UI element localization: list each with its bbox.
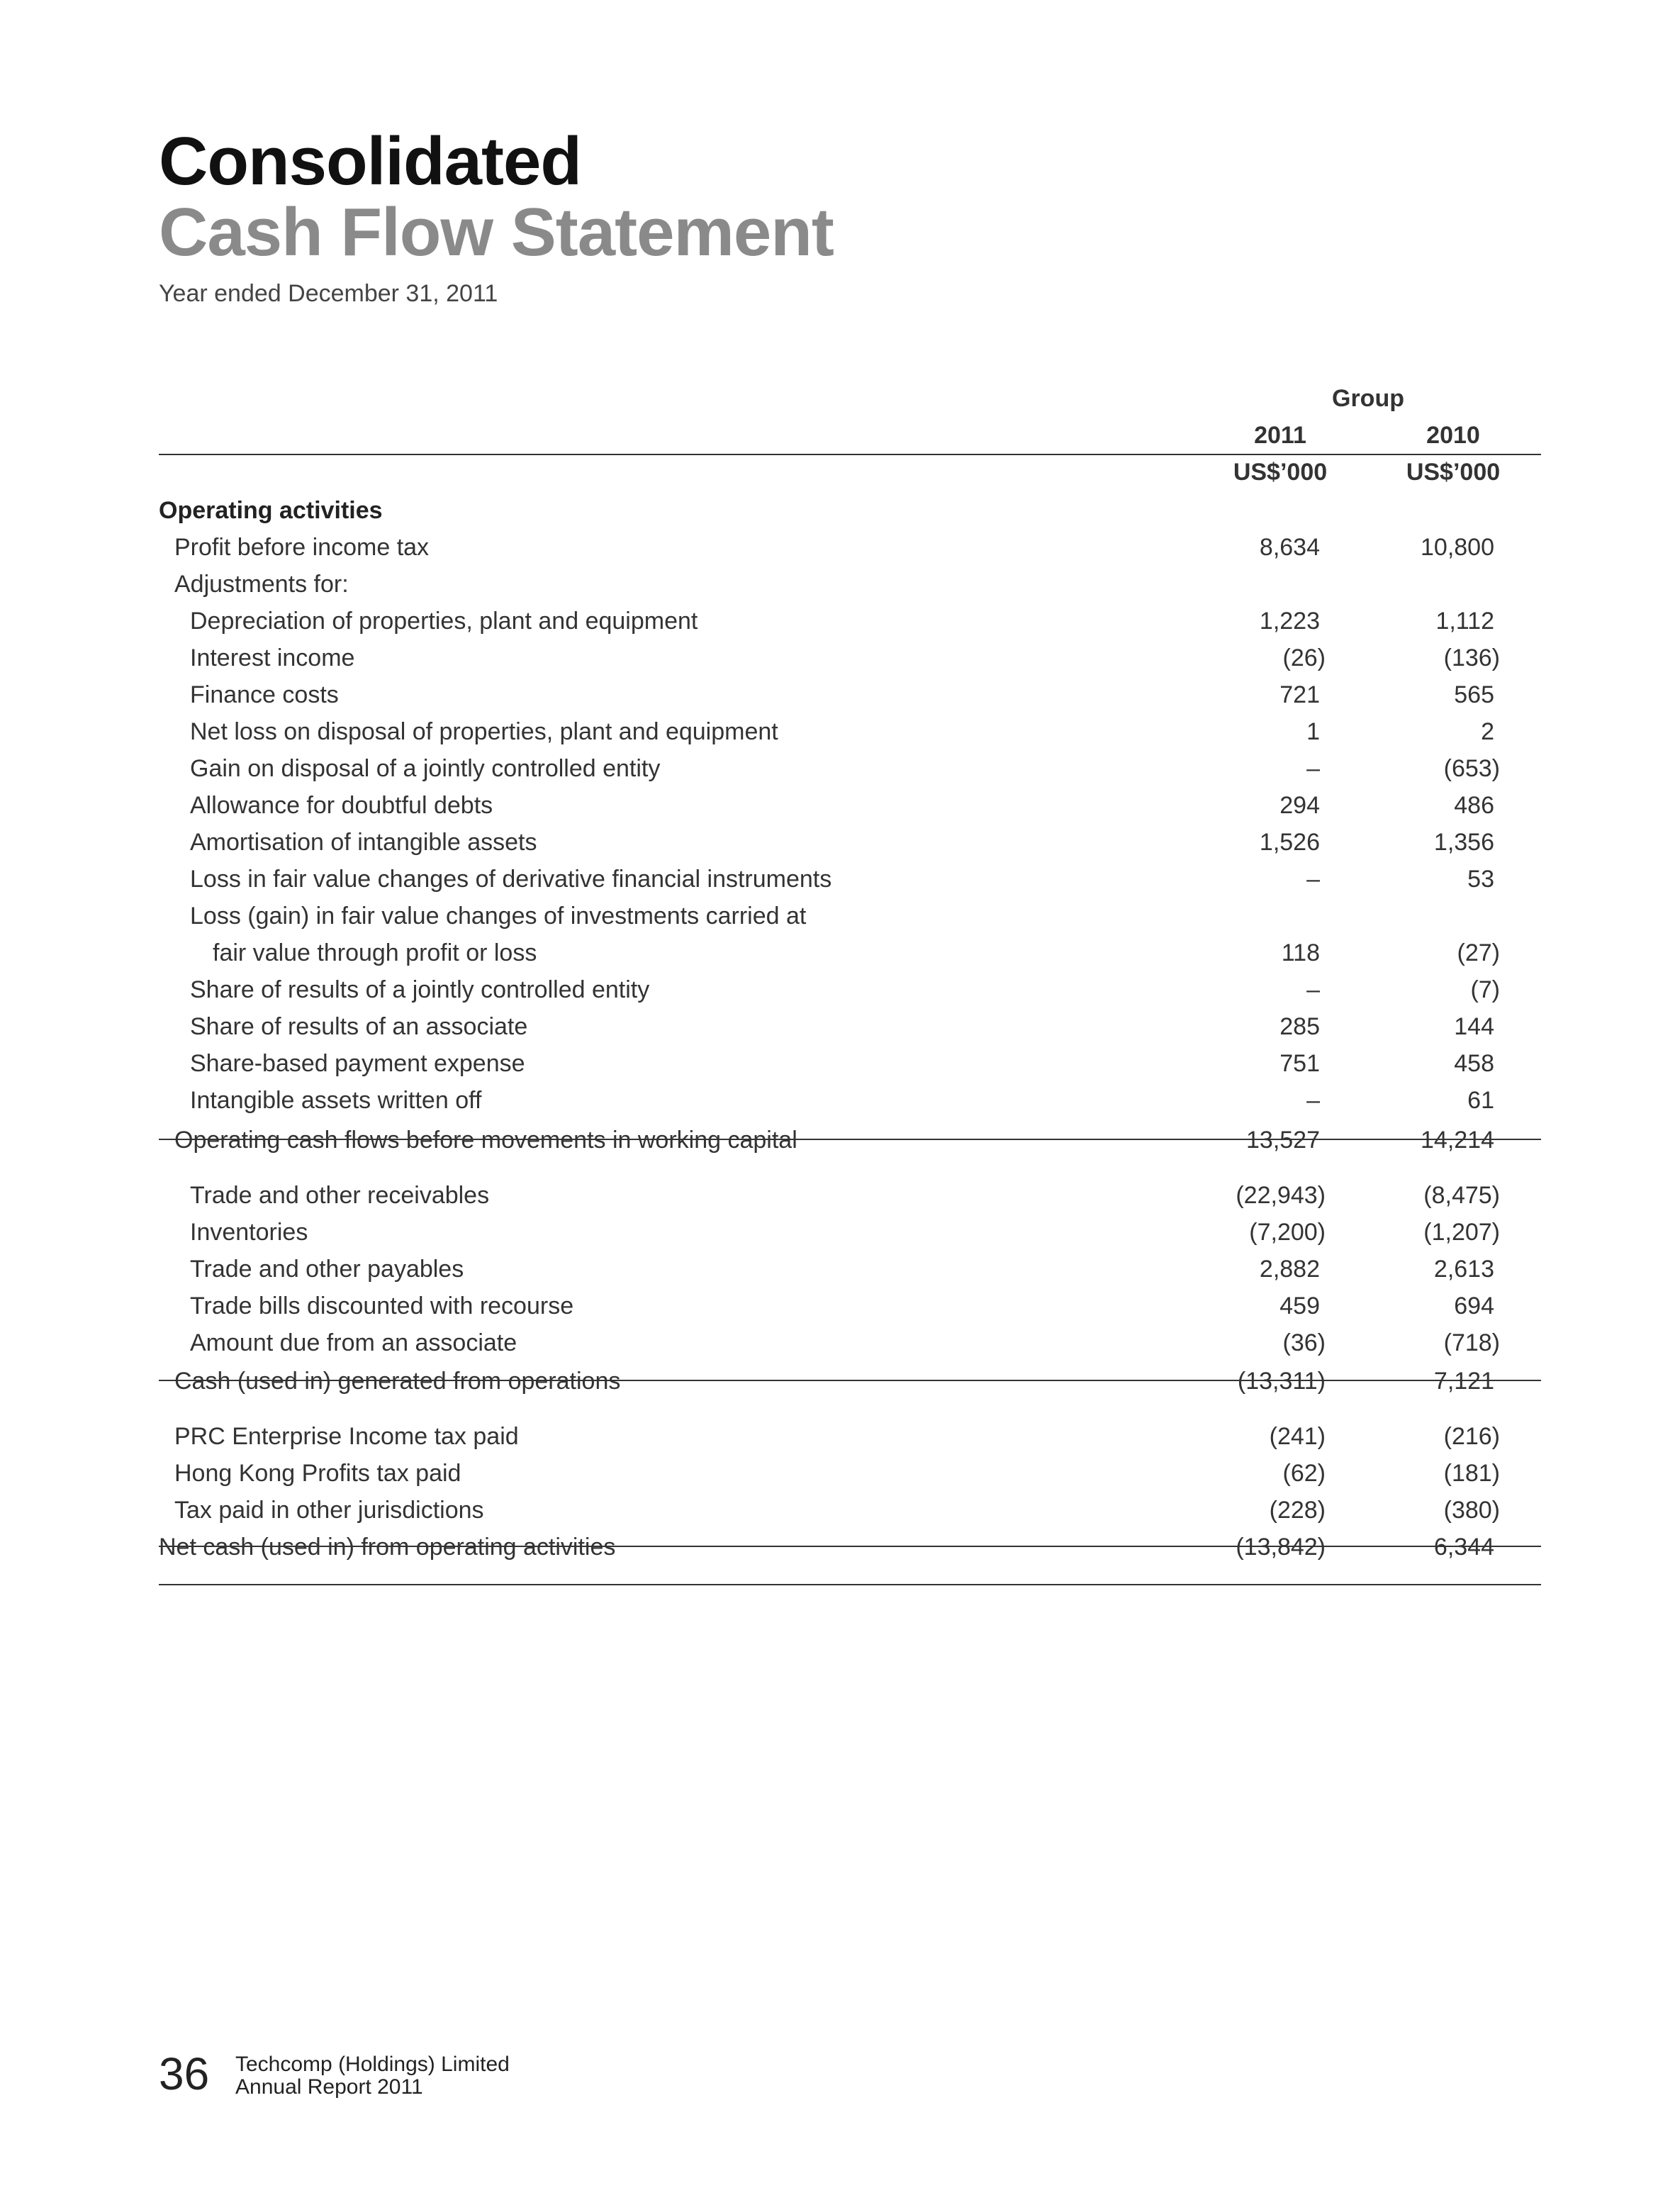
row-label: Share of results of an associate (190, 1013, 528, 1040)
value-2010: 694 (1454, 1293, 1494, 1319)
row-label: Loss (gain) in fair value changes of investments carried at (190, 903, 807, 930)
value-2011: (7,200) (1249, 1219, 1326, 1246)
value-2011: (13,842) (1236, 1534, 1326, 1561)
table-row (0, 1363, 1680, 1400)
value-2011: 8,634 (1259, 534, 1320, 561)
table-row (0, 529, 1680, 566)
unit-2010-header: US$’000 (1406, 459, 1501, 486)
table-row (0, 1529, 1680, 1565)
value-2010: (718) (1443, 1329, 1500, 1356)
value-2010: 7,121 (1433, 1368, 1494, 1395)
value-2010: (653) (1443, 755, 1500, 782)
value-2010: 486 (1454, 792, 1494, 819)
section-heading-row (0, 492, 1680, 529)
row-label: Amount due from an associate (190, 1329, 517, 1356)
value-2011: 1 (1306, 718, 1320, 745)
year-2010-header: 2010 (1426, 422, 1480, 449)
value-2010: 565 (1454, 681, 1494, 708)
table-row (0, 1214, 1680, 1251)
table-row (0, 1122, 1680, 1159)
row-label: Operating activities (159, 497, 383, 524)
group-column-header: Group (1332, 385, 1404, 412)
table-row (0, 1251, 1680, 1288)
table-row (0, 1455, 1680, 1492)
value-2010: 61 (1467, 1087, 1494, 1114)
value-2011: – (1306, 976, 1320, 1003)
value-2010: 458 (1454, 1050, 1494, 1077)
table-row (0, 1177, 1680, 1214)
subtitle: Year ended December 31, 2011 (159, 280, 498, 307)
row-label: PRC Enterprise Income tax paid (174, 1423, 519, 1450)
value-2011: (36) (1282, 1329, 1326, 1356)
table-row (0, 713, 1680, 750)
value-2011: (241) (1269, 1423, 1326, 1450)
row-label: Share of results of a jointly controlled entity (190, 976, 650, 1003)
table-row (0, 1288, 1680, 1324)
value-2010: 10,800 (1421, 534, 1494, 561)
total-rule (159, 1584, 1541, 1585)
value-2011: – (1306, 755, 1320, 782)
table-row (0, 1045, 1680, 1082)
value-2011: 13,527 (1246, 1127, 1320, 1154)
value-2011: 1,526 (1259, 829, 1320, 856)
table-row (0, 566, 1680, 603)
row-label: Share-based payment expense (190, 1050, 525, 1077)
row-label: Intangible assets written off (190, 1087, 482, 1114)
row-label: Depreciation of properties, plant and equipment (190, 608, 698, 635)
value-2010: 144 (1454, 1013, 1494, 1040)
table-row (0, 824, 1680, 861)
page-number: 36 (159, 2048, 210, 2099)
value-2011: 285 (1279, 1013, 1320, 1040)
value-2011: – (1306, 866, 1320, 893)
value-2011: (26) (1282, 644, 1326, 671)
value-2011: – (1306, 1087, 1320, 1114)
value-2011: 1,223 (1259, 608, 1320, 635)
row-label: Profit before income tax (174, 534, 430, 561)
table-row (0, 750, 1680, 787)
table-row (0, 861, 1680, 898)
row-label: Amortisation of intangible assets (190, 829, 537, 856)
row-label: Tax paid in other jurisdictions (174, 1497, 484, 1524)
footer-report: Annual Report 2011 (235, 2075, 423, 2099)
table-row (0, 1324, 1680, 1361)
row-label: Net loss on disposal of properties, plant and equipment (190, 718, 778, 745)
title-line-1: Consolidated (159, 123, 582, 199)
row-label: Trade bills discounted with recourse (190, 1293, 574, 1319)
value-2010: (27) (1457, 939, 1500, 966)
row-label: Gain on disposal of a jointly controlled entity (190, 755, 661, 782)
row-label: Allowance for doubtful debts (190, 792, 493, 819)
table-row (0, 1418, 1680, 1455)
table-row (0, 971, 1680, 1008)
value-2010: 6,344 (1433, 1534, 1494, 1561)
value-2011: (22,943) (1236, 1182, 1326, 1209)
value-2011: (228) (1269, 1497, 1326, 1524)
value-2010: (380) (1443, 1497, 1500, 1524)
value-2010: 53 (1467, 866, 1494, 893)
value-2010: (181) (1443, 1460, 1500, 1487)
value-2010: (216) (1443, 1423, 1500, 1450)
table-row (0, 1008, 1680, 1045)
row-label: Adjustments for: (174, 571, 349, 598)
value-2010: 2,613 (1433, 1256, 1494, 1283)
row-label: Net cash (used in) from operating activities (159, 1534, 616, 1561)
table-row (0, 640, 1680, 676)
value-2010: 14,214 (1421, 1127, 1494, 1154)
row-label: Cash (used in) generated from operations (174, 1368, 621, 1395)
value-2010: 1,356 (1433, 829, 1494, 856)
table-row (0, 676, 1680, 713)
table-row (0, 1492, 1680, 1529)
row-label: Interest income (190, 644, 355, 671)
row-label: Hong Kong Profits tax paid (174, 1460, 461, 1487)
value-2011: (13,311) (1237, 1368, 1326, 1395)
footer-company: Techcomp (Holdings) Limited (235, 2053, 510, 2076)
table-row (0, 898, 1680, 934)
year-2011-header: 2011 (1254, 422, 1306, 449)
row-label: fair value through profit or loss (213, 939, 537, 966)
value-2011: 751 (1279, 1050, 1320, 1077)
row-label: Trade and other payables (190, 1256, 464, 1283)
value-2011: (62) (1282, 1460, 1326, 1487)
value-2010: (1,207) (1423, 1219, 1500, 1246)
row-label: Inventories (190, 1219, 308, 1246)
value-2010: 1,112 (1435, 608, 1494, 635)
table-row (0, 787, 1680, 824)
value-2011: 721 (1279, 681, 1320, 708)
row-label: Finance costs (190, 681, 339, 708)
value-2010: (136) (1443, 644, 1500, 671)
value-2011: 459 (1279, 1293, 1320, 1319)
value-2011: 2,882 (1259, 1256, 1320, 1283)
value-2010: (8,475) (1423, 1182, 1500, 1209)
row-label: Loss in fair value changes of derivative financial instruments (190, 866, 832, 893)
title-line-2: Cash Flow Statement (159, 194, 834, 270)
row-label: Operating cash flows before movements in working capital (174, 1127, 797, 1154)
value-2011: 294 (1279, 792, 1320, 819)
value-2010: (7) (1470, 976, 1500, 1003)
value-2010: 2 (1481, 718, 1494, 745)
table-row (0, 1082, 1680, 1119)
value-2011: 118 (1281, 939, 1320, 966)
unit-2011-header: US$’000 (1233, 459, 1328, 486)
row-label: Trade and other receivables (190, 1182, 490, 1209)
table-row (0, 603, 1680, 640)
table-row (0, 934, 1680, 971)
